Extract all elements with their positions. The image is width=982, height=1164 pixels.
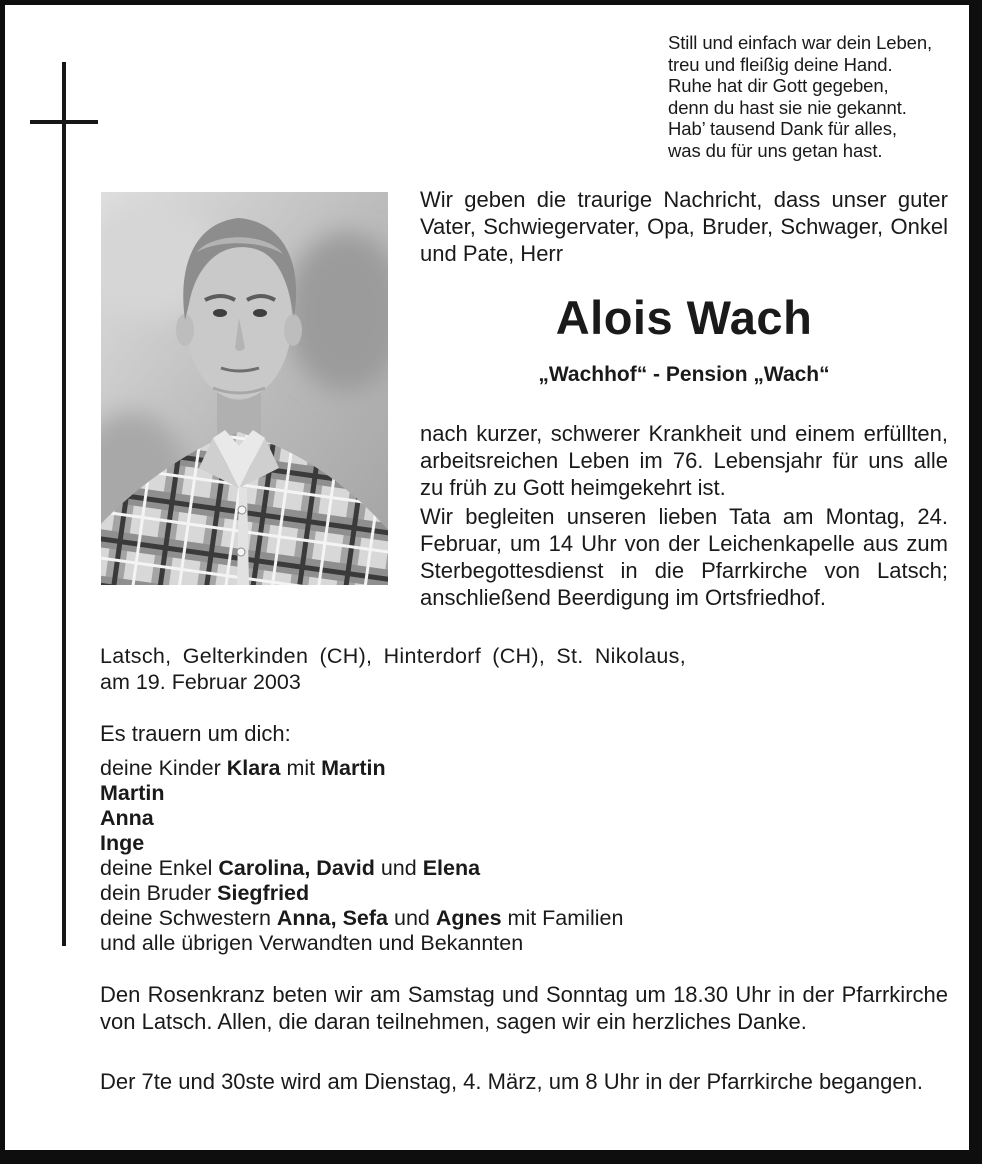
verse-line: treu und fleißig deine Hand. xyxy=(668,53,893,75)
memorial-cross-icon xyxy=(30,120,98,124)
death-paragraph: nach kurzer, schwerer Krankheit und einem erfüllten, arbeitsreichen Leben im 76. Lebensjahr für uns alle zu früh zu Gott heimgekehrt ist. xyxy=(420,421,948,500)
mourner-line xyxy=(100,756,820,781)
memorial-cross-icon xyxy=(62,62,66,946)
mourning-heading: Es trauern um dich: xyxy=(100,721,291,746)
memorial-verse xyxy=(668,32,968,161)
deceased-name: Alois Wach xyxy=(555,291,813,344)
mourner-line xyxy=(100,856,820,881)
mourners-list xyxy=(100,756,820,956)
seventh-thirtieth-paragraph: Der 7te und 30ste wird am Dienstag, 4. März, um 8 Uhr in der Pfarrkirche begangen. xyxy=(100,1069,923,1094)
text-run: und xyxy=(374,856,423,880)
place-date xyxy=(100,643,948,695)
text-run: und alle übrigen Verwandten und Bekannten xyxy=(100,931,524,955)
mourner-line xyxy=(100,906,820,931)
place-date-line1: Latsch, Gelterkinden (CH), Hinterdorf (CH), St. Nikolaus, xyxy=(100,644,686,668)
mourner-name: Carolina, David xyxy=(218,856,375,880)
deceased-portrait-photo xyxy=(101,192,388,585)
mourner-line xyxy=(100,781,820,806)
text-run: mit xyxy=(280,756,322,780)
verse-line: Ruhe hat dir Gott gegeben, xyxy=(668,75,889,96)
mourner-name: Klara xyxy=(226,756,281,780)
mourner-name: Siegfried xyxy=(217,881,310,905)
verse-line: Hab’ tausend Dank für alles, xyxy=(668,118,897,139)
mourner-name: Inge xyxy=(100,831,145,855)
text-run: deine Kinder xyxy=(100,756,227,780)
verse-line: was du für uns getan hast. xyxy=(668,139,883,161)
mourner-line xyxy=(100,831,820,856)
verse-line: Still und einfach war dein Leben, xyxy=(668,32,933,53)
mourner-name: Martin xyxy=(321,756,386,780)
text-run: deine Enkel xyxy=(100,856,219,880)
mourner-line xyxy=(100,881,820,906)
mourner-name: Elena xyxy=(422,856,481,880)
announcement-intro: Wir geben die traurige Nachricht, dass unser guter Vater, Schwiegervater, Opa, Bruder, Schwager, Onkel und Pate, Herr xyxy=(420,187,948,266)
text-run: mit Familien xyxy=(501,906,624,930)
place-date-line2: am 19. Februar 2003 xyxy=(100,670,301,694)
mourner-name: Agnes xyxy=(435,906,502,930)
mourner-line xyxy=(100,931,820,956)
verse-line: denn du hast sie nie gekannt. xyxy=(668,96,907,118)
text-run: dein Bruder xyxy=(100,881,218,905)
funeral-paragraph: Wir begleiten unseren lieben Tata am Montag, 24. Februar, um 14 Uhr von der Leichenkapelle aus zum Sterbegottesdienst in die Pfarrkirche von Latsch; anschließend Beerdigung im Ortsfriedhof. xyxy=(420,504,948,610)
deceased-subtitle: „Wachhof“ - Pension „Wach“ xyxy=(538,363,830,386)
mourner-line xyxy=(100,806,820,831)
text-run: und xyxy=(388,906,436,930)
mourner-name: Martin xyxy=(100,781,165,805)
mourner-name: Anna xyxy=(100,806,154,830)
mourner-name: Anna, Sefa xyxy=(276,906,389,930)
rosary-paragraph: Den Rosenkranz beten wir am Samstag und Sonntag um 18.30 Uhr in der Pfarrkirche von Latsch. Allen, die daran teilnehmen, sagen wir ein herzliches Danke. xyxy=(100,982,948,1034)
text-run: deine Schwestern xyxy=(100,906,277,930)
